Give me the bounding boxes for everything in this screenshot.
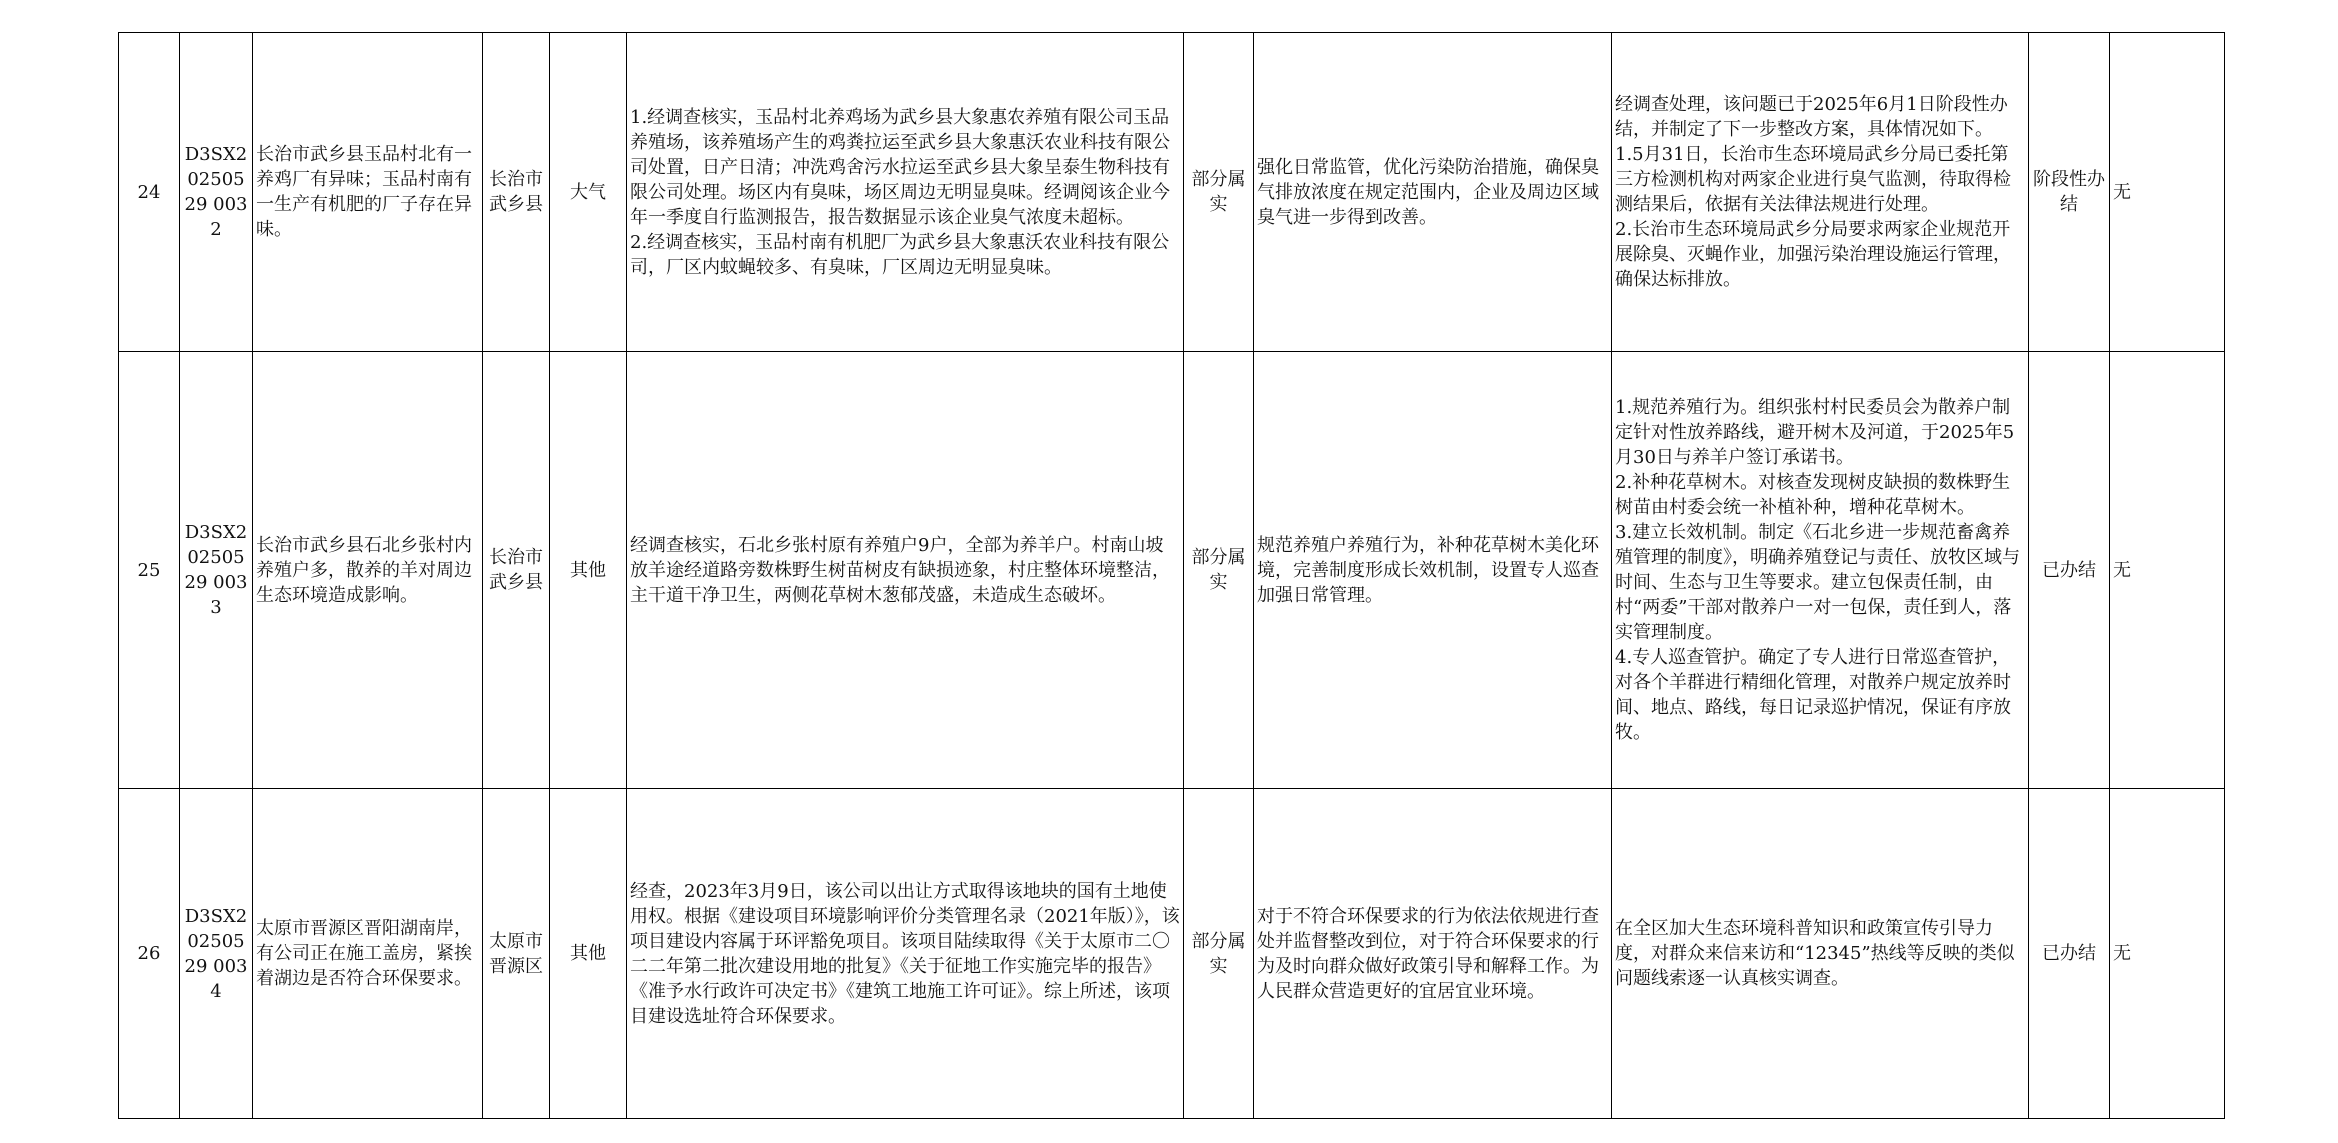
accountability: 无: [2110, 352, 2225, 789]
case-code: D3SX20250529 0032: [180, 33, 253, 352]
verification-result: 部分属实: [1184, 789, 1254, 1119]
rectification-measures: 经调查处理，该问题已于2025年6月1日阶段性办结，并制定了下一步整改方案，具体情况如下。 1.5月31日，长治市生态环境局武乡分局已委托第三方检测机构对两家企业进行臭气监测，待取得检测结果后，依据有关法律法规进行处理。 2.长治市生态环境局武乡分局要求两家企业规范开展除臭、灭蝇作业，加强污染治理设施运行管理，确保达标排放。: [1612, 33, 2029, 352]
complaint-content: 长治市武乡县玉品村北有一养鸡厂有异味；玉品村南有一生产有机肥的厂子存在异味。: [253, 33, 483, 352]
investigation-findings: 经调查核实，石北乡张村原有养殖户9户，全部为养羊户。村南山坡放羊途经道路旁数株野生树苗树皮有缺损迹象，村庄整体环境整洁，主干道干净卫生，两侧花草树木葱郁茂盛，未造成生态破坏。: [627, 352, 1184, 789]
rectification-measures: 1.规范养殖行为。组织张村村民委员会为散养户制定针对性放养路线，避开树木及河道，于2025年5月30日与养羊户签订承诺书。 2.补种花草树木。对核查发现树皮缺损的数株野生树苗由村委会统一补植补种，增种花草树木。 3.建立长效机制。制定《石北乡进一步规范畜禽养殖管理的制度》，明确养殖登记与责任、放牧区域与时间、生态与卫生等要求。建立包保责任制，由村“两委”干部对散养户一对一包保，责任到人，落实管理制度。 4.专人巡查管护。确定了专人进行日常巡查管护，对各个羊群进行精细化管理，对散养户规定放养时间、地点、路线，每日记录巡护情况，保证有序放牧。: [1612, 352, 2029, 789]
verification-result: 部分属实: [1184, 33, 1254, 352]
row-number: 25: [119, 352, 180, 789]
table-row: [119, 352, 2225, 789]
region: 长治市武乡县: [483, 352, 550, 789]
table-row: [119, 789, 2225, 1119]
complaint-content: 太原市晋源区晋阳湖南岸，有公司正在施工盖房，紧挨着湖边是否符合环保要求。: [253, 789, 483, 1119]
row-number: 26: [119, 789, 180, 1119]
rectification-goal: 规范养殖户养殖行为，补种花草树木美化环境，完善制度形成长效机制，设置专人巡查加强日常管理。: [1254, 352, 1612, 789]
accountability: 无: [2110, 789, 2225, 1119]
complaint-table: [118, 32, 2225, 1119]
rectification-goal: 对于不符合环保要求的行为依法依规进行查处并监督整改到位，对于符合环保要求的行为及时向群众做好政策引导和解释工作。为人民群众营造更好的宜居宜业环境。: [1254, 789, 1612, 1119]
region: 太原市晋源区: [483, 789, 550, 1119]
verification-result: 部分属实: [1184, 352, 1254, 789]
investigation-findings: 经查，2023年3月9日，该公司以出让方式取得该地块的国有土地使用权。根据《建设项目环境影响评价分类管理名录（2021年版）》，该项目建设内容属于环评豁免项目。该项目陆续取得《关于太原市二〇二二年第二批次建设用地的批复》《关于征地工作实施完毕的报告》《准予水行政许可决定书》《建筑工地施工许可证》。综上所述，该项目建设选址符合环保要求。: [627, 789, 1184, 1119]
completion-status: 已办结: [2029, 352, 2110, 789]
rectification-goal: 强化日常监管，优化污染防治措施，确保臭气排放浓度在规定范围内，企业及周边区域臭气进一步得到改善。: [1254, 33, 1612, 352]
table-row: [119, 33, 2225, 352]
completion-status: 阶段性办结: [2029, 33, 2110, 352]
pollution-category: 大气: [550, 33, 627, 352]
pollution-category: 其他: [550, 352, 627, 789]
accountability: 无: [2110, 33, 2225, 352]
completion-status: 已办结: [2029, 789, 2110, 1119]
investigation-findings: 1.经调查核实，玉品村北养鸡场为武乡县大象惠农养殖有限公司玉品养殖场，该养殖场产生的鸡粪拉运至武乡县大象惠沃农业科技有限公司处置，日产日清；冲洗鸡舍污水拉运至武乡县大象呈泰生物科技有限公司处理。场区内有臭味，场区周边无明显臭味。经调阅该企业今年一季度自行监测报告，报告数据显示该企业臭气浓度未超标。 2.经调查核实，玉品村南有机肥厂为武乡县大象惠沃农业科技有限公司，厂区内蚊蝇较多、有臭味，厂区周边无明显臭味。: [627, 33, 1184, 352]
rectification-measures: 在全区加大生态环境科普知识和政策宣传引导力度，对群众来信来访和“12345”热线等反映的类似问题线索逐一认真核实调查。: [1612, 789, 2029, 1119]
complaint-content: 长治市武乡县石北乡张村内养殖户多，散养的羊对周边生态环境造成影响。: [253, 352, 483, 789]
pollution-category: 其他: [550, 789, 627, 1119]
case-code: D3SX20250529 0033: [180, 352, 253, 789]
region: 长治市武乡县: [483, 33, 550, 352]
row-number: 24: [119, 33, 180, 352]
case-code: D3SX20250529 0034: [180, 789, 253, 1119]
